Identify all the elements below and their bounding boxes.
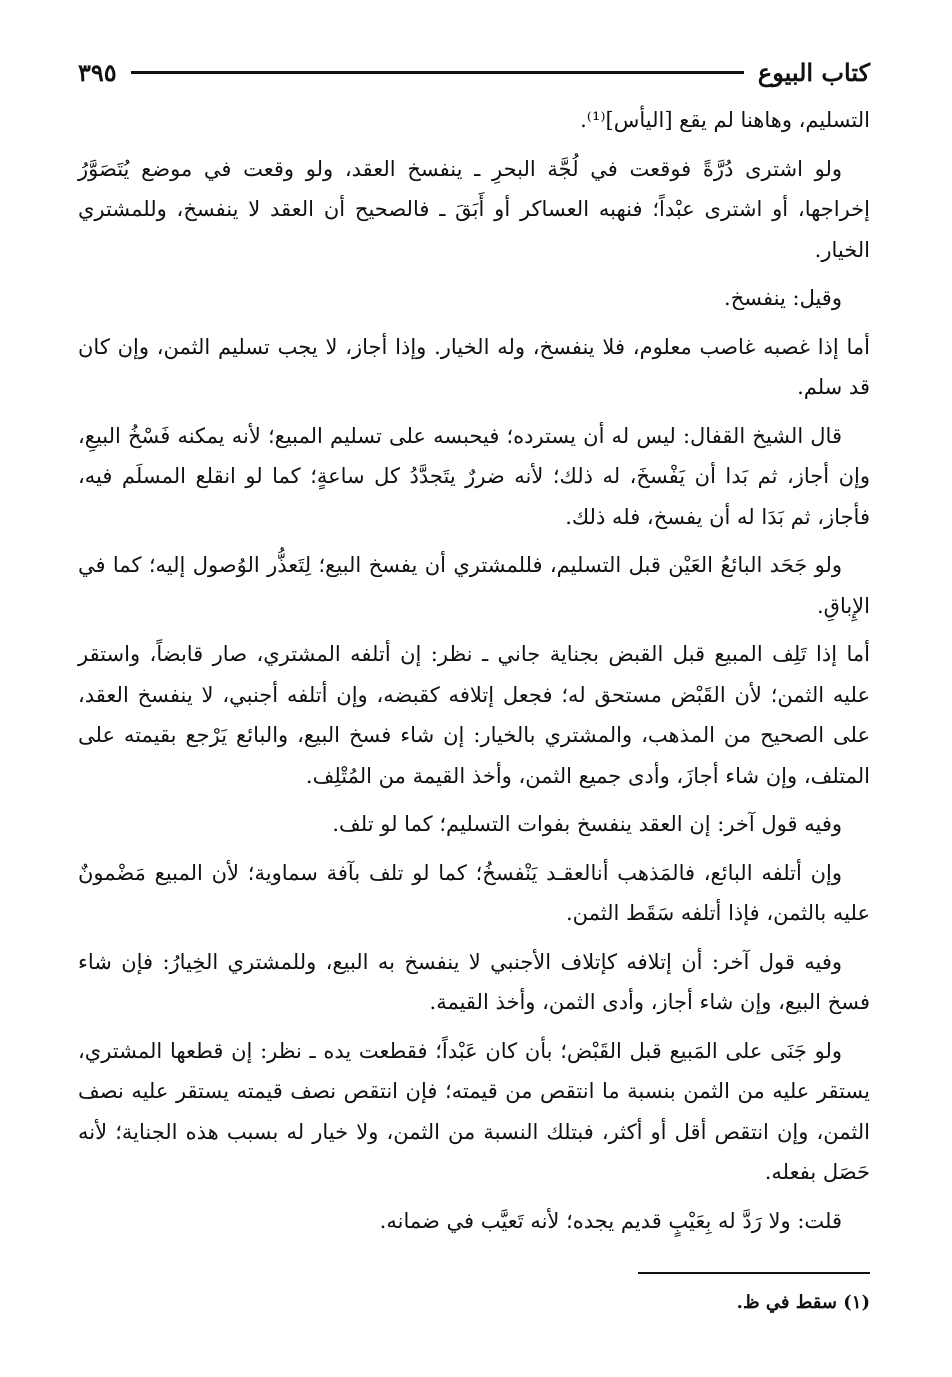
paragraph: التسليم، وهاهنا لم يقع [اليأس]⁽¹⁾. — [580, 108, 870, 132]
footnote: (١) سقط في ظ. — [736, 1292, 870, 1313]
main-text — [78, 100, 870, 1249]
paragraph: وإن أتلفه البائع، فالمَذهب أنالعقـد يَنْفسخُ؛ كما لو تلف بآفة سماوية؛ لأن المبيع مَضْمونٌ عليه بالثمن، فإذا أتلفه سَقَط الثمن. — [78, 860, 870, 925]
paragraph: قلت: ولا رَدَّ له بِعَيْبٍ قديم يجده؛ لأنه تَعيَّب في ضمانه. — [379, 1208, 842, 1233]
paragraph: ولو جَنَى على المَبيع قبل القَبْض؛ بأن كان عَبْداً؛ فقطعت يده ـ نظر: إن قطعها المشتري، يستقر عليه من الثمن بنسبة ما انتقص من قيمته؛ فإن انتقص نصف قيمته يستقر عليه نصف الثمن، وإن انتقص أقل أو أكثر، فبتلك النسبة من الثمن، ولا خيار له بسبب هذه الجناية؛ لأنه حَصَل بفعله. — [78, 1038, 870, 1184]
paragraph: ولو اشترى دُرَّةً فوقعت في لُجَّة البحرِ ـ ينفسخ العقد، ولو وقعت في موضع يُتَصَوَّرُ إخراجها، أو اشترى عبْداً؛ فنهبه العساكر أو أَبَقَ ـ فالصحيح أن العقد لا ينفسخ، وللمشتري الخيار. — [78, 156, 870, 262]
running-header — [78, 52, 870, 92]
page-number: ٣٩٥ — [78, 57, 117, 87]
paragraph: أما إذا تَلِف المبيع قبل القبض بجناية جاني ـ نظر: إن أتلفه المشتري، صار قابضاً، واستقر عليه الثمن؛ لأن القَبْض مستحق له؛ فجعل إتلافه كقبضه، وإن أتلفه أجنبي، لا ينفسخ العقد، على الصحيح من المذهب، والمشتري بالخيار: إن شاء فسخ البيع، والبائع يَرْجع بقيمته على المتلف، وإن شاء أجازَ، وأدى جميع الثمن، وأخذ القيمة من المُتْلِف. — [78, 642, 870, 788]
header-rule — [131, 71, 744, 74]
paragraph: قال الشيخ القفال: ليس له أن يسترده؛ فيحبسه على تسليم المبيع؛ لأنه يمكنه فَسْخُ البيعِ، وإن أجاز، ثم بَدا أن يَفْسخَ، له ذلك؛ لأنه ضررٌ يتَجدَّدُ كل ساعةٍ؛ كما لو انقلع المسلَم فيه، فأجاز، ثم بَدَا له أن يفسخ، فله ذلك. — [78, 423, 870, 529]
footnote-separator — [638, 1272, 870, 1274]
paragraph: وفيه قول آخر: أن إتلافه كإتلاف الأجنبي لا ينفسخ به البيع، وللمشتري الخِيارُ: فإن شاء فسخ البيع، وإن شاء أجاز، وأدى الثمن، وأخذ القيمة. — [78, 949, 870, 1014]
paragraph: وقيل: ينفسخ. — [724, 286, 842, 310]
book-title: كتاب البيوع — [757, 57, 870, 87]
paragraph: ولو جَحَد البائعُ العَيْن قبل التسليم، فللمشتري أن يفسخ البيع؛ لِتَعذُّر الوُصول إليه؛ كما في الإِباقِ. — [78, 553, 870, 618]
paragraph: وفيه قول آخر: إن العقد ينفسخ بفوات التسليم؛ كما لو تلف. — [332, 812, 842, 836]
paragraph: أما إذا غصبه غاصب معلوم، فلا ينفسخ، وله الخيار. وإذا أجاز، لا يجب تسليم الثمن، وإن كان قد سلم. — [78, 334, 870, 399]
